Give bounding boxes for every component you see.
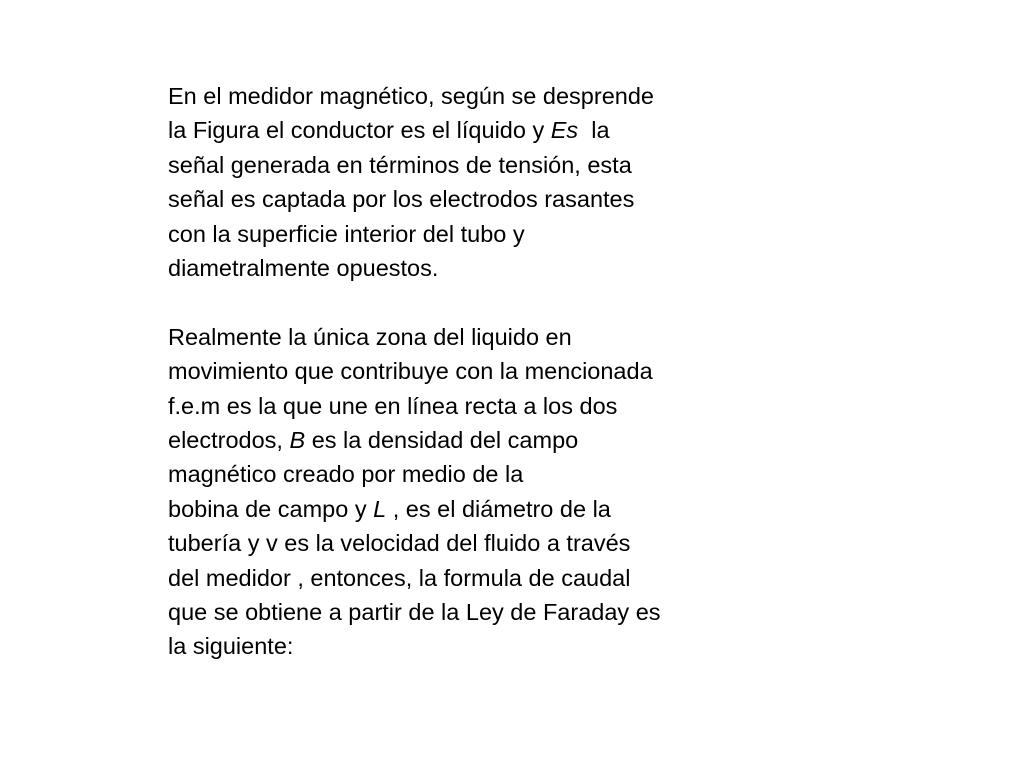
text-line bbox=[168, 423, 788, 457]
text-line: Realmente la única zona del liquido en bbox=[168, 323, 572, 350]
text-segment: electrodos, bbox=[168, 427, 290, 454]
text-line bbox=[168, 492, 788, 526]
text-line: señal es captada por los electrodos rasantes bbox=[168, 186, 635, 213]
text-line: En el medidor magnético, según se desprende bbox=[168, 83, 654, 109]
text-line: movimiento que contribuye con la mencionada bbox=[168, 358, 653, 385]
text-line: señal generada en términos de tensión, esta bbox=[168, 151, 632, 178]
paragraph-2 bbox=[168, 320, 788, 664]
text-segment: la Figura el conductor es el líquido y bbox=[168, 117, 551, 144]
text-segment: la bbox=[578, 117, 610, 144]
text-line: que se obtiene a partir de la Ley de Faraday es bbox=[168, 599, 661, 626]
body-text bbox=[168, 79, 788, 664]
text-segment: bobina de campo y bbox=[168, 495, 374, 522]
text-line: diametralmente opuestos. bbox=[168, 255, 439, 282]
text-line: tubería y v es la velocidad del fluido a través bbox=[168, 530, 631, 557]
text-line: con la superficie interior del tubo y bbox=[168, 220, 525, 247]
symbol-es: Es bbox=[550, 117, 579, 144]
text-segment: , es el diámetro de la bbox=[386, 495, 611, 522]
text-line: magnético creado por medio de la bbox=[168, 461, 524, 488]
text-line: f.e.m es la que une en línea recta a los dos bbox=[168, 392, 618, 419]
paragraph-gap bbox=[168, 285, 788, 319]
text-line bbox=[168, 113, 788, 147]
paragraph-1 bbox=[168, 79, 788, 285]
text-line: del medidor , entonces, la formula de caudal bbox=[168, 564, 631, 591]
symbol-b: B bbox=[289, 427, 306, 454]
symbol-l: L bbox=[373, 495, 387, 522]
text-segment: es la densidad del campo bbox=[305, 427, 579, 454]
text-line: la siguiente: bbox=[168, 633, 294, 660]
